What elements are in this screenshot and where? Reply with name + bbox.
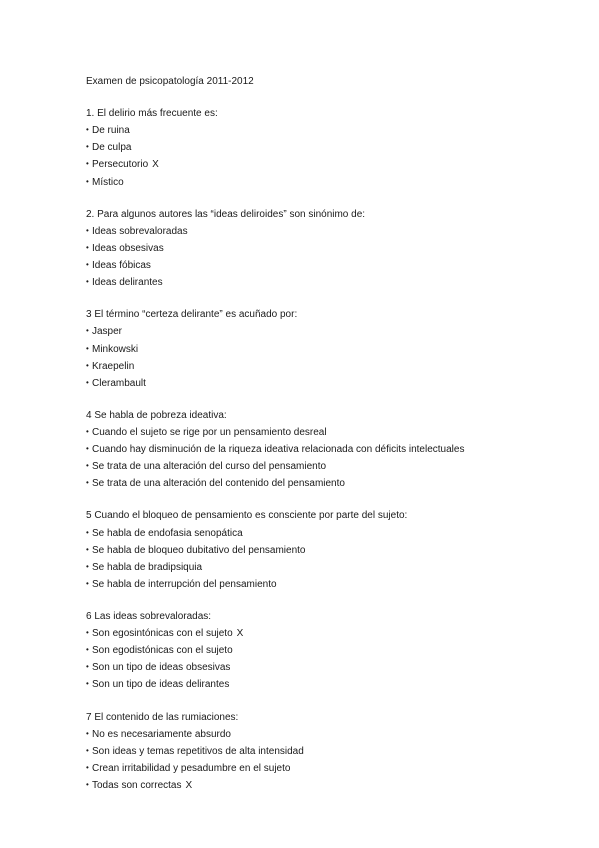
option-item: [86, 441, 566, 458]
bullet-icon: •: [86, 444, 89, 454]
option-item: [86, 257, 566, 274]
bullet-icon: •: [86, 225, 89, 235]
option-item: [86, 174, 566, 191]
option-item: [86, 726, 566, 743]
option-list: [86, 625, 566, 693]
option-item: [86, 760, 566, 777]
question-text: 6 Las ideas sobrevaloradas:: [86, 611, 212, 622]
bullet-icon: •: [86, 260, 89, 270]
bullet-icon: •: [86, 478, 89, 488]
bullet-icon: •: [86, 377, 89, 387]
bullet-icon: •: [86, 176, 89, 186]
bullet-icon: •: [86, 461, 89, 471]
option-item: [86, 625, 566, 642]
bullet-icon: •: [86, 159, 89, 169]
question-list: [86, 106, 566, 794]
option-item: [86, 659, 566, 676]
bullet-icon: •: [86, 142, 89, 152]
option-text: Ideas sobrevaloradas: [92, 225, 188, 237]
option-text: De culpa: [92, 142, 132, 154]
option-text: Se habla de interrupción del pensamiento: [92, 578, 277, 590]
answer-mark: X: [185, 779, 193, 791]
bullet-icon: •: [86, 762, 89, 772]
option-text: Cuando hay disminución de la riqueza ideativa relacionada con déficits intelectuales: [92, 444, 465, 456]
option-item: [86, 542, 566, 559]
option-item: [86, 576, 566, 593]
bullet-icon: •: [86, 277, 89, 287]
option-text: Son ideas y temas repetitivos de alta intensidad: [92, 745, 304, 757]
option-text: Ideas delirantes: [92, 277, 163, 289]
option-list: [86, 525, 566, 593]
bullet-icon: •: [86, 426, 89, 436]
bullet-icon: •: [86, 242, 89, 252]
option-text: Se trata de una alteración del curso del pensamiento: [92, 461, 327, 473]
option-text: Jasper: [92, 326, 123, 338]
option-item: [86, 375, 566, 392]
option-text: De ruina: [92, 125, 130, 137]
option-item: [86, 139, 566, 156]
option-item: [86, 122, 566, 139]
question-3: [86, 307, 566, 391]
option-text: Se trata de una alteración del contenido del pensamiento: [92, 478, 345, 490]
option-item: [86, 743, 566, 760]
bullet-icon: •: [86, 343, 89, 353]
option-text: Kraepelin: [92, 360, 135, 372]
bullet-icon: •: [86, 125, 89, 135]
option-item: [86, 676, 566, 693]
option-item: [86, 424, 566, 441]
bullet-icon: •: [86, 728, 89, 738]
option-text: Se habla de bloqueo dubitativo del pensamiento: [92, 544, 306, 556]
question-text: 1. El delirio más frecuente es:: [86, 108, 218, 120]
document-content: [86, 74, 566, 810]
option-item: [86, 323, 566, 340]
option-list: [86, 726, 566, 794]
bullet-icon: •: [86, 360, 89, 370]
bullet-icon: •: [86, 578, 89, 588]
bullet-icon: •: [86, 544, 89, 554]
question-1: [86, 106, 566, 190]
bullet-icon: •: [86, 561, 89, 571]
option-list: [86, 323, 566, 391]
bullet-icon: •: [86, 679, 89, 689]
option-text: Todas son correctas: [92, 779, 182, 791]
option-text: Minkowski: [92, 343, 139, 355]
option-text: Se habla de bradipsiquia: [92, 561, 203, 573]
question-5: [86, 508, 566, 592]
option-item: [86, 274, 566, 291]
question-7: [86, 710, 566, 794]
option-text: Son egosintónicas con el sujeto: [92, 628, 233, 640]
bullet-icon: •: [86, 779, 89, 789]
option-text: Crean irritabilidad y pesadumbre en el sujeto: [92, 762, 291, 774]
option-item: [86, 358, 566, 375]
option-item: [86, 223, 566, 240]
option-item: [86, 475, 566, 492]
option-text: No es necesariamente absurdo: [92, 728, 231, 740]
option-item: [86, 559, 566, 576]
bullet-icon: •: [86, 527, 89, 537]
question-text: 7 El contenido de las rumiaciones:: [86, 711, 239, 723]
option-item: [86, 341, 566, 358]
bullet-icon: •: [86, 662, 89, 672]
option-list: [86, 122, 566, 190]
option-text: Son un tipo de ideas delirantes: [92, 679, 230, 691]
option-list: [86, 424, 566, 492]
question-text: 5 Cuando el bloqueo de pensamiento es consciente por parte del sujeto:: [86, 510, 408, 522]
question-6: [86, 609, 566, 693]
option-item: [86, 777, 566, 794]
option-item: [86, 156, 566, 173]
bullet-icon: •: [86, 745, 89, 755]
bullet-icon: •: [86, 645, 89, 655]
option-text: Son un tipo de ideas obsesivas: [92, 662, 231, 674]
question-text: 2. Para algunos autores las “ideas deliroides” son sinónimo de:: [86, 208, 366, 220]
option-text: Son egodistónicas con el sujeto: [92, 645, 233, 657]
option-item: [86, 642, 566, 659]
option-text: Se habla de endofasia senopática: [92, 527, 243, 539]
question-2: [86, 207, 566, 291]
question-text: 3 El término “certeza delirante” es acuñado por:: [86, 309, 298, 321]
question-text: 4 Se habla de pobreza ideativa:: [86, 409, 227, 421]
option-text: Cuando el sujeto se rige por un pensamiento desreal: [92, 426, 327, 438]
option-text: Ideas fóbicas: [92, 260, 151, 272]
option-text: Místico: [92, 176, 124, 188]
answer-mark: X: [152, 159, 159, 171]
bullet-icon: •: [86, 326, 89, 336]
option-text: Clerambault: [92, 377, 146, 389]
option-item: [86, 525, 566, 542]
question-4: [86, 408, 566, 492]
bullet-icon: •: [86, 628, 89, 638]
option-list: [86, 223, 566, 291]
option-item: [86, 240, 566, 257]
option-text: Ideas obsesivas: [92, 242, 164, 254]
document-title: Examen de psicopatología 2011-2012: [86, 76, 254, 87]
option-text: Persecutorio: [92, 159, 149, 171]
answer-mark: X: [236, 628, 244, 640]
option-item: [86, 458, 566, 475]
